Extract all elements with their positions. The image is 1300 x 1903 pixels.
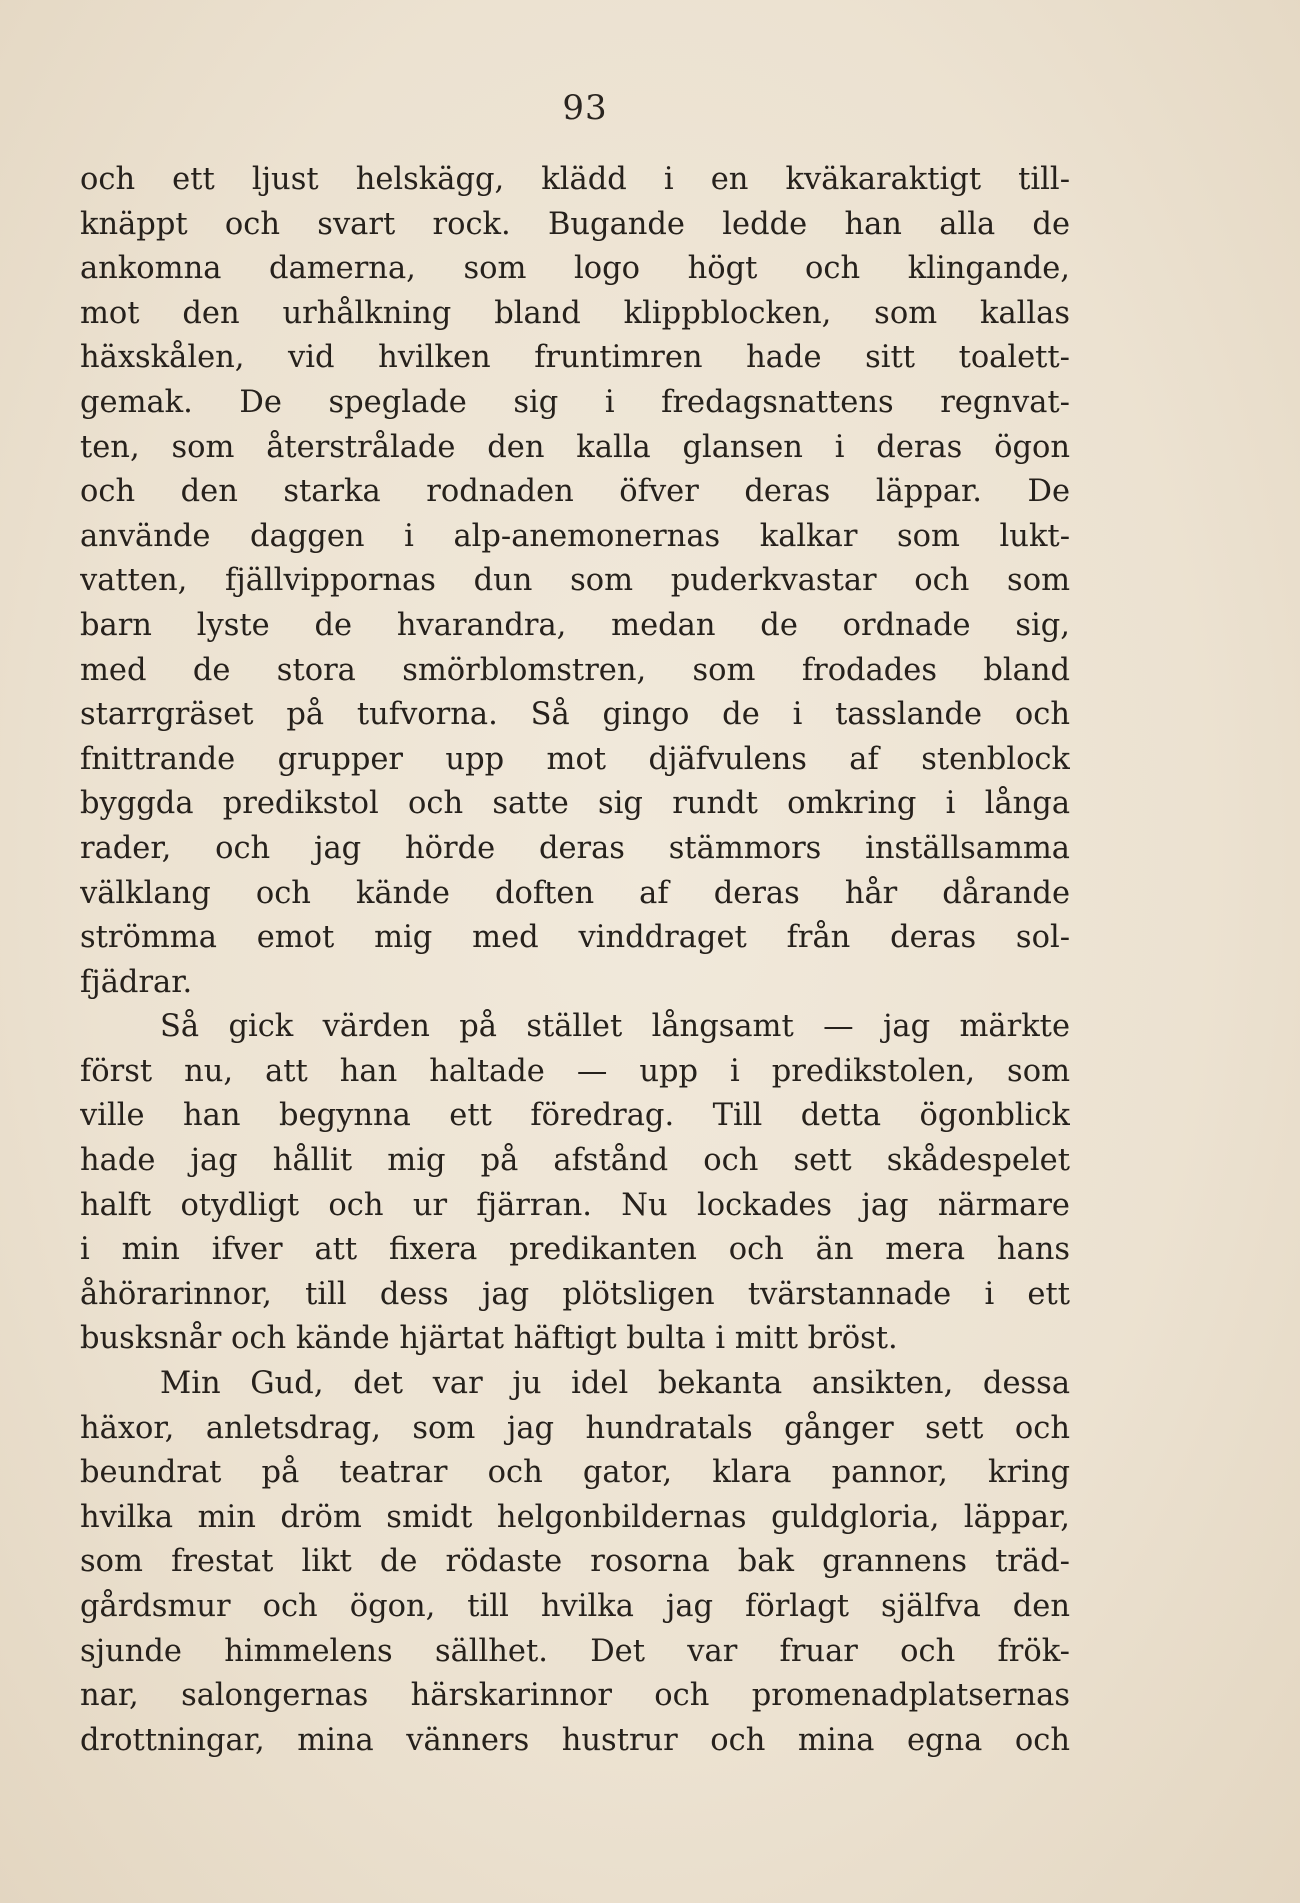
text-line: barn lyste de hvarandra, medan de ordnade sig, [80, 607, 1070, 643]
text-line: och ett ljust helskägg, klädd i en kväkaraktigt till- [80, 162, 1070, 197]
text-line: och den starka rodnaden öfver deras läppar. De [80, 474, 1070, 510]
text-line: ville han begynna ett föredrag. Till detta ögonblick [80, 1098, 1070, 1134]
text-line: beundrat på teatrar och gator, klara pannor, kring [80, 1455, 1070, 1491]
text-line: fnittrande grupper upp mot djäfvulens af stenblock [80, 741, 1070, 777]
text-line: gårdsmur och ögon, till hvilka jag förlagt själfva den [80, 1589, 1070, 1624]
text-line: nar, salongernas härskarinnor och promenadplatsernas [80, 1678, 1070, 1714]
text-line: först nu, att han haltade — upp i predikstolen, som [80, 1053, 1070, 1089]
text-line: med de stora smörblomstren, som frodades bland [80, 652, 1070, 688]
text-line: drottningar, mina vänners hustrur och mina egna och [80, 1722, 1070, 1758]
text-line: sjunde himmelens sällhet. Det var fruar och frök- [80, 1633, 1070, 1669]
text-line: hvilka min dröm smidt helgonbildernas guldgloria, läppar, [80, 1499, 1070, 1535]
text-line: Så gick värden på stället långsamt — jag märkte [160, 1009, 1070, 1045]
text-line: Min Gud, det var ju idel bekanta ansikten, dessa [160, 1366, 1070, 1402]
text-line: ten, som återstrålade den kalla glansen i deras ögon [80, 429, 1070, 465]
text-line: strömma emot mig med vinddraget från deras sol- [80, 920, 1070, 956]
text-line: byggda predikstol och satte sig rundt omkring i långa [80, 786, 1070, 822]
text-line: som frestat likt de rödaste rosorna bak grannens träd- [80, 1544, 1070, 1580]
body-text [80, 158, 1070, 1763]
text-line: mot den urhålkning bland klippblocken, som kallas [80, 295, 1070, 331]
text-line: häxor, anletsdrag, som jag hundratals gånger sett och [80, 1410, 1070, 1446]
text-line: använde daggen i alp-anemonernas kalkar som lukt- [80, 518, 1070, 554]
text-line: starrgräset på tufvorna. Så gingo de i tasslande och [80, 697, 1070, 733]
text-line: ankomna damerna, som logo högt och klingande, [80, 251, 1070, 287]
text-line: åhörarinnor, till dess jag plötsligen tvärstannade i ett [80, 1276, 1070, 1312]
text-line: i min ifver att fixera predikanten och än mera hans [80, 1232, 1070, 1268]
text-line: välklang och kände doften af deras hår dårande [80, 875, 1070, 911]
text-line: vatten, fjällvippornas dun som puderkvastar och som [80, 563, 1070, 599]
text-line: gemak. De speglade sig i fredagsnattens regnvat- [80, 384, 1070, 420]
text-line: halft otydligt och ur fjärran. Nu lockades jag närmare [80, 1187, 1070, 1223]
text-line: häxskålen, vid hvilken fruntimren hade sitt toalett- [80, 340, 1070, 376]
text-line: hade jag hållit mig på afstånd och sett skådespelet [80, 1143, 1070, 1179]
text-line: fjädrar. [80, 964, 193, 1000]
page-number: 93 [562, 88, 608, 128]
text-line: busksnår och kände hjärtat häftigt bulta i mitt bröst. [80, 1321, 898, 1357]
text-line: rader, och jag hörde deras stämmors inställsamma [80, 830, 1070, 866]
text-line: knäppt och svart rock. Bugande ledde han alla de [80, 206, 1070, 242]
